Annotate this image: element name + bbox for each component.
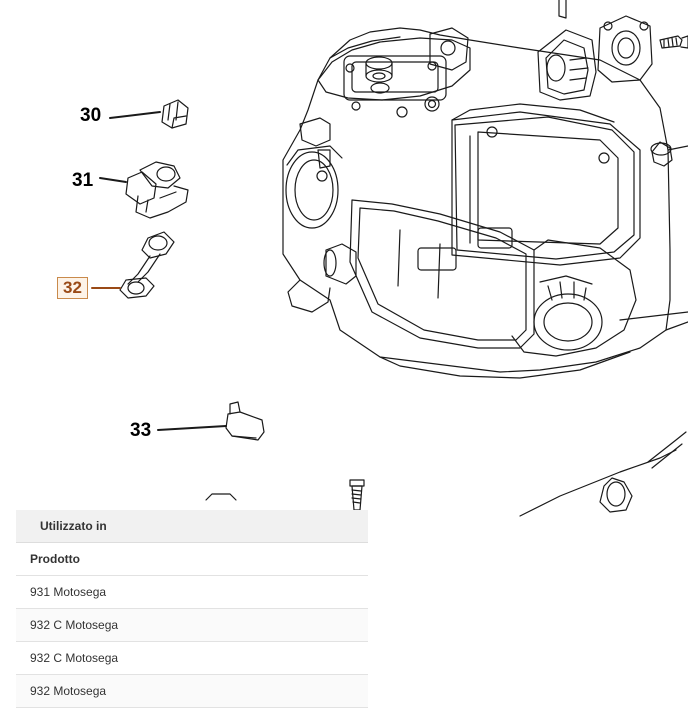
callout-32[interactable] [57,277,88,299]
table-row[interactable] [16,609,368,642]
usage-table-header-row [16,510,368,543]
table-row[interactable] [16,642,368,675]
callout-30 [80,106,101,125]
usage-table-header-cell: Utilizzato in [16,510,368,543]
callout-33 [130,421,151,440]
table-row[interactable] [16,576,368,609]
table-row[interactable] [16,675,368,708]
callout-32-label: 32 [63,278,82,297]
usage-table [16,510,368,708]
callout-31 [72,171,93,190]
usage-row-product: 931 Motosega [16,576,368,609]
usage-row-product: 932 C Motosega [16,609,368,642]
usage-table-column-header-row [16,543,368,576]
usage-table-column-header-cell: Prodotto [16,543,368,576]
callout-31-label: 31 [72,170,94,191]
callout-30-label: 30 [80,105,102,126]
usage-row-product: 932 Motosega [16,675,368,708]
callout-33-label: 33 [130,420,152,441]
usage-row-product: 932 C Motosega [16,642,368,675]
